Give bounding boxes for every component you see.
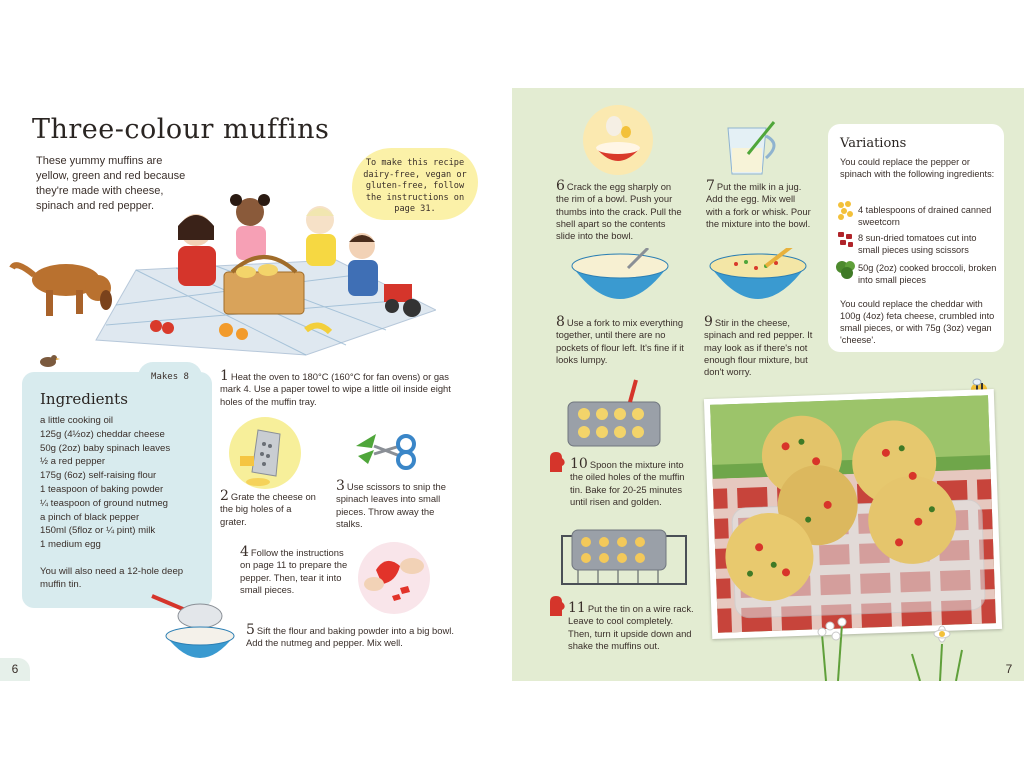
step-number: 8: [556, 314, 565, 330]
toy-tractor-illustration: [384, 284, 412, 302]
intro-text: These yummy muffins are yellow, green and red because they're made with cheese, spinach and red pepper.: [36, 155, 186, 212]
mixing-bowl-veg-illustration: [706, 248, 810, 312]
ingredient-item: 50g (2oz) baby spinach leaves: [40, 442, 171, 454]
step-text: Put the tin on a wire rack. Leave to cool completely. Then, turn it upside down and shake the muffins out.: [568, 603, 694, 651]
ingredients-panel: [22, 372, 212, 608]
ingredient-item: ¼ teaspoon of ground nutmeg: [40, 497, 169, 509]
page-number-right: 7: [994, 658, 1024, 681]
step-5: [246, 624, 466, 650]
step-10: [570, 458, 698, 508]
sieve-bowl-illustration: [150, 588, 246, 672]
step-6: [556, 180, 682, 242]
right-page: [512, 88, 1024, 681]
step-text: Sift the flour and baking powder into a big bowl. Add the nutmeg and pepper. Mix well.: [246, 625, 454, 649]
picnic-illustration: [6, 160, 436, 360]
step-text: Use a fork to mix everything together, until there are no pockets of flour left. It's fine if it looks lumpy.: [556, 317, 684, 365]
step-7: [706, 180, 814, 230]
flowers-illustration: [802, 614, 982, 681]
sun-dried-tomato-icon: [836, 230, 856, 250]
step-text: Follow the instructions on page 11 to prepare the pepper. Then, tear it into small pieces.: [240, 547, 348, 595]
step-number: 1: [220, 368, 229, 384]
left-page: [0, 88, 512, 681]
muffin-tin-illustration: [564, 378, 674, 450]
pepper-illustration: [356, 540, 432, 616]
step-text: Heat the oven to 180°C (160°C for fan ovens) or gas mark 4. Use a paper towel to wipe a little oil inside eight holes of the muffin tray.: [220, 371, 451, 407]
ingredient-item: 125g (4½oz) cheddar cheese: [40, 428, 165, 440]
variations-intro: You could replace the pepper or spinach with the following ingredients:: [840, 157, 995, 179]
grater-illustration: [228, 416, 302, 490]
ingredient-item: ½ a red pepper: [40, 456, 106, 468]
step-text: Use scissors to snip the spinach leaves into small pieces. Throw away the stalks.: [336, 481, 446, 529]
step-text: Spoon the mixture into the oiled holes of the muffin tin. Bake for 20-25 minutes until risen and golden.: [570, 459, 685, 507]
broccoli-icon: [834, 258, 858, 282]
bird-icon: [36, 352, 60, 370]
step-text: Stir in the cheese, spinach and red pepper. It may look as if there's not enough flour mixture, but don't worry.: [704, 317, 813, 378]
mixing-bowl-illustration: [568, 248, 672, 312]
step-1: [220, 370, 460, 408]
makes-badge: Makes 8: [138, 362, 202, 392]
variations-title: Variations: [840, 136, 907, 151]
scissors-illustration: [350, 426, 420, 474]
muffins-photo-image: [704, 389, 1002, 639]
step-9: [704, 316, 824, 378]
ingredients-title: Ingredients: [40, 390, 128, 408]
ingredient-item: a little cooking oil: [40, 415, 114, 426]
variation-item: 8 sun-dried tomatoes cut into small pieces using scissors: [858, 233, 977, 255]
tip-bubble-text: To make this recipe dairy-free, vegan or gluten-free, follow the instructions on page 31.: [363, 158, 467, 214]
step-number: 5: [246, 622, 255, 638]
step-number: 9: [704, 314, 713, 330]
sweetcorn-icon: [836, 200, 854, 222]
ingredients-list: [40, 414, 212, 552]
ingredient-item: 1 teaspoon of baking powder: [40, 483, 164, 495]
step-number: 6: [556, 178, 565, 194]
step-number: 3: [336, 478, 345, 494]
ingredients-note: You will also need a 12-hole deep muffin tin.: [40, 566, 184, 590]
step-number: 2: [220, 488, 229, 504]
step-4: [240, 546, 355, 596]
step-text: Put the milk in a jug. Add the egg. Mix well with a fork or whisk. Pour the mixture into the bowl.: [706, 181, 811, 229]
oven-glove-icon: [546, 594, 568, 618]
ingredient-item: 175g (6oz) self-raising flour: [40, 470, 157, 482]
page-title: Three-colour muffins: [32, 114, 330, 145]
ingredient-item: a pinch of black pepper: [40, 511, 140, 523]
dog-illustration: [12, 264, 112, 316]
variations-outro: You could replace the cheddar with 100g (4oz) feta cheese, crumbled into small pieces, or with 75g (3oz) vegan 'cheese'.: [840, 299, 995, 345]
step-number: 11: [568, 600, 586, 616]
variation-item: 4 tablespoons of drained canned sweetcorn: [858, 205, 992, 227]
step-number: 10: [570, 456, 588, 472]
book-spread: [0, 88, 1024, 681]
step-3: [336, 480, 446, 530]
wire-rack-illustration: [558, 516, 690, 588]
page-number-left: 6: [0, 658, 30, 681]
step-number: 4: [240, 544, 249, 560]
muffins-photo: [704, 389, 1002, 639]
step-text: Grate the cheese on the big holes of a grater.: [220, 491, 316, 527]
step-text: Crack the egg sharply on the rim of a bowl. Push your thumbs into the crack. Pull the shell apart so the contents slide into the bowl.: [556, 181, 682, 242]
step-11: [568, 602, 698, 652]
oven-glove-icon: [546, 450, 568, 474]
variations-panel: [828, 124, 1004, 352]
ingredient-item: 1 medium egg: [40, 539, 101, 551]
egg-crack-illustration: [582, 104, 654, 176]
step-2: [220, 490, 320, 528]
jug-illustration: [718, 118, 788, 178]
step-number: 7: [706, 178, 715, 194]
variation-item: 50g (2oz) cooked broccoli, broken into small pieces: [858, 263, 997, 285]
step-8: [556, 316, 688, 366]
ingredient-item: 150ml (5floz or ¼ pint) milk: [40, 525, 156, 537]
